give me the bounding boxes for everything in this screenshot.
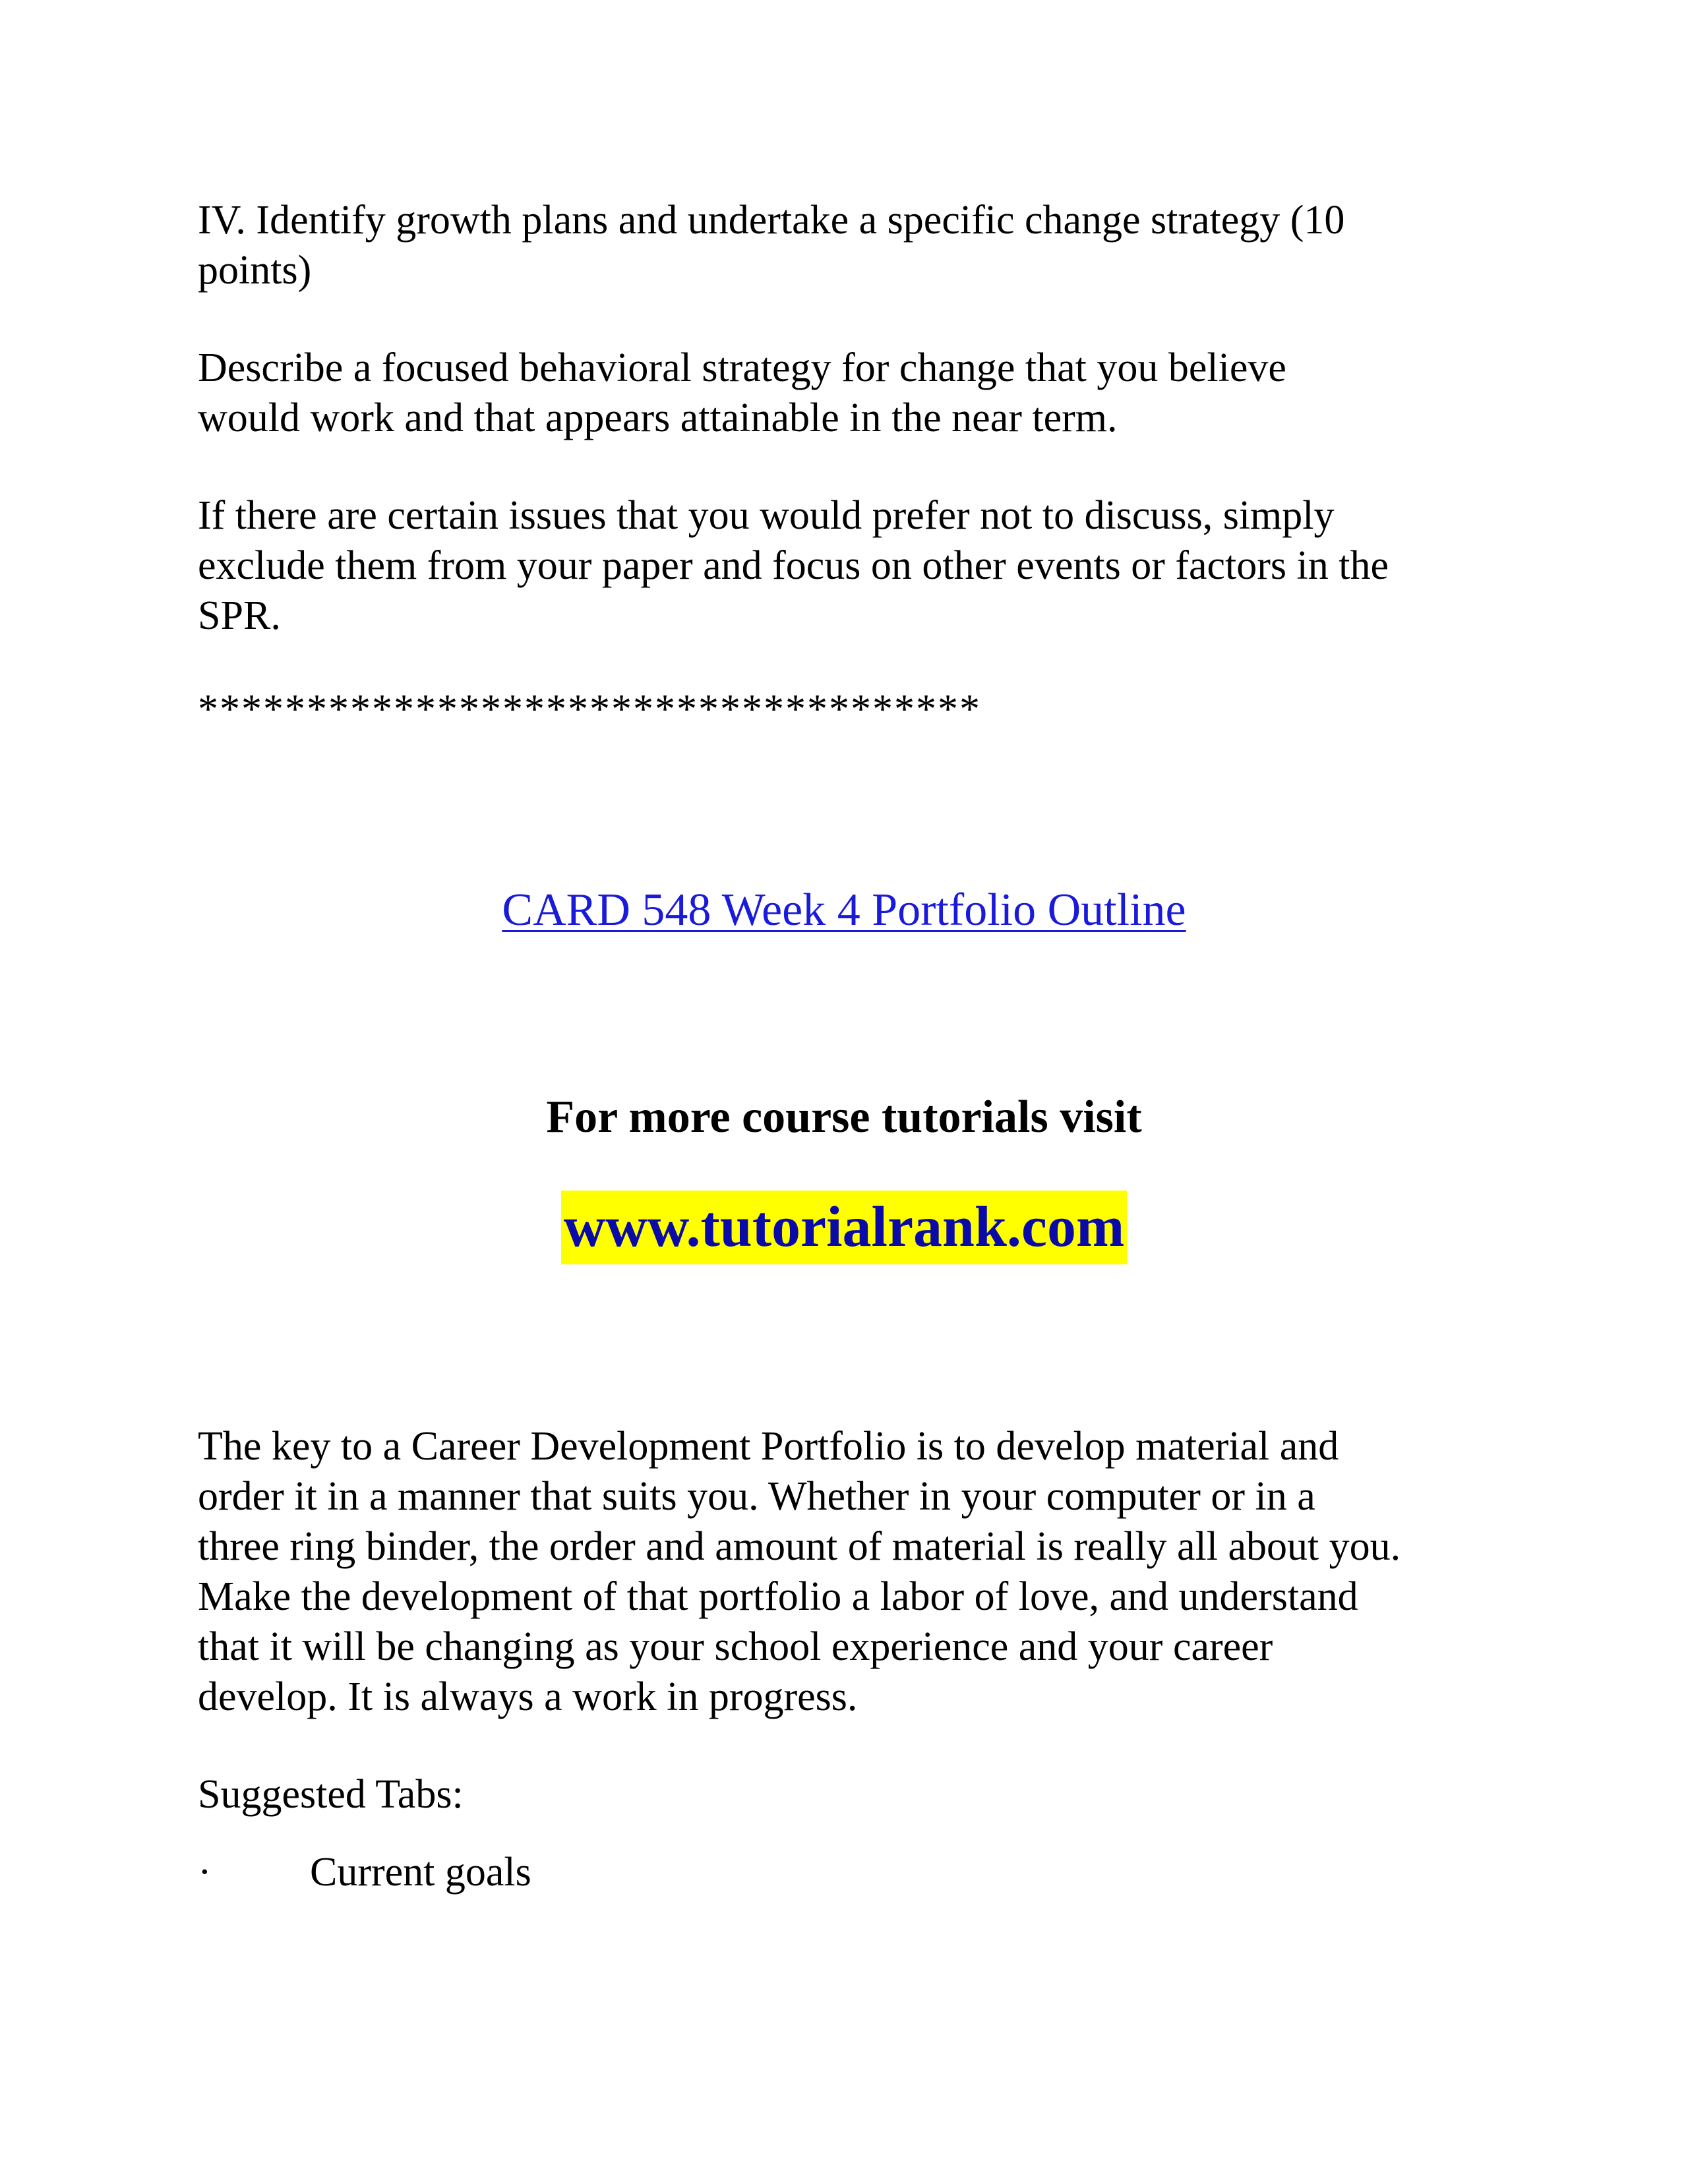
site-url-container <box>0 1191 1688 1264</box>
describe-paragraph <box>198 343 1530 443</box>
text-line: would work and that appears attainable in the near term. <box>198 396 1118 440</box>
section-iv-heading <box>198 195 1530 295</box>
bullet-icon: · <box>198 1850 212 1895</box>
issues-paragraph <box>198 490 1530 641</box>
text-line: IV. Identify growth plans and undertake a specific change strategy (10 <box>198 198 1345 243</box>
site-url-link[interactable]: www.tutorialrank.com <box>561 1191 1128 1264</box>
text-line: three ring binder, the order and amount of material is really all about you. <box>198 1524 1401 1569</box>
asterisk-separator: ************************************ <box>198 687 981 732</box>
text-line: order it in a manner that suits you. Whether in your computer or in a <box>198 1474 1315 1519</box>
suggested-tabs-label <box>198 1769 1530 1819</box>
text-line: exclude them from your paper and focus on other events or factors in the <box>198 543 1389 588</box>
text-line: points) <box>198 248 312 293</box>
text-line: If there are certain issues that you would prefer not to discuss, simply <box>198 493 1335 538</box>
text-line: develop. It is always a work in progress. <box>198 1674 858 1719</box>
text-line: that it will be changing as your school experience and your career <box>198 1624 1273 1669</box>
text-line: Make the development of that portfolio a labor of love, and understand <box>198 1574 1358 1619</box>
course-link-heading <box>0 881 1688 940</box>
text-line: Describe a focused behavioral strategy for change that you believe <box>198 345 1286 390</box>
course-outline-link[interactable]: CARD 548 Week 4 Portfolio Outline <box>502 885 1186 935</box>
visit-text: For more course tutorials visit <box>546 1092 1142 1142</box>
text-line: SPR. <box>198 593 281 638</box>
text-line: The key to a Career Development Portfolio is to develop material and <box>198 1424 1339 1469</box>
list-item-text: Current goals <box>310 1850 531 1895</box>
text-line: Suggested Tabs: <box>198 1772 464 1817</box>
portfolio-paragraph <box>198 1421 1530 1722</box>
list-item <box>198 1847 531 1897</box>
